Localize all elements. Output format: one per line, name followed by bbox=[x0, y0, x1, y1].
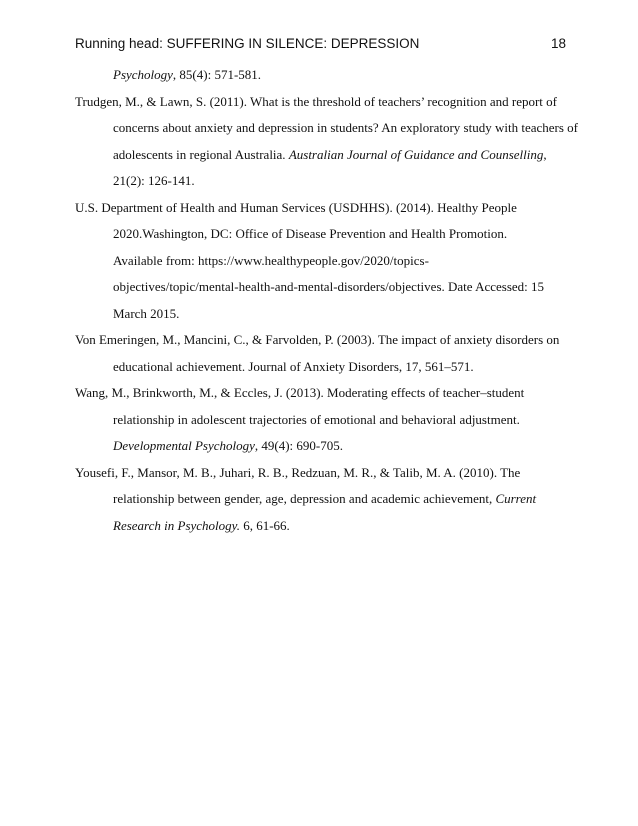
page-header bbox=[75, 36, 566, 51]
reference-line bbox=[75, 248, 566, 275]
reference-line bbox=[75, 115, 578, 142]
reference-line bbox=[75, 486, 566, 513]
running-head: Running head: SUFFERING IN SILENCE: DEPRESSION bbox=[75, 36, 420, 51]
reference-text: concerns about anxiety and depression in students? An exploratory study with teachers of bbox=[113, 120, 578, 135]
reference-line bbox=[75, 195, 566, 222]
reference-line bbox=[75, 301, 566, 328]
italic-text: Current bbox=[495, 491, 537, 506]
italic-text: Developmental Psychology bbox=[113, 438, 255, 453]
reference-entry bbox=[75, 327, 566, 380]
reference-text: Von Emeringen, M., Mancini, C., & Farvolden, P. (2003). The impact of anxiety disorders on bbox=[75, 332, 560, 347]
reference-entry bbox=[75, 460, 566, 540]
reference-line bbox=[75, 89, 566, 116]
reference-line bbox=[75, 433, 566, 460]
reference-text: relationship between gender, age, depression and academic achievement, bbox=[113, 491, 496, 506]
reference-entry bbox=[75, 380, 566, 460]
reference-text: relationship in adolescent trajectories of emotional and behavioral adjustment. bbox=[113, 411, 520, 427]
reference-entry bbox=[75, 195, 566, 328]
reference-text: Wang, M., Brinkworth, M., & Eccles, J. (2013). Moderating effects of teacher–student bbox=[75, 385, 525, 400]
reference-line bbox=[75, 168, 566, 195]
reference-text: Trudgen, M., & Lawn, S. (2011). What is the threshold of teachers’ recognition and report of bbox=[75, 93, 557, 109]
reference-text: objectives/topic/mental-health-and-mental-disorders/objectives. Date Accessed: 15 bbox=[113, 279, 545, 294]
reference-line bbox=[75, 221, 566, 248]
reference-line bbox=[75, 380, 566, 407]
reference-line bbox=[75, 274, 566, 301]
italic-text: Psychology bbox=[113, 67, 173, 82]
reference-line bbox=[75, 513, 566, 540]
reference-text: , bbox=[543, 146, 547, 162]
reference-entry bbox=[75, 62, 566, 89]
reference-text: , 49(4): 690-705. bbox=[254, 438, 343, 453]
reference-line bbox=[75, 62, 566, 89]
reference-line bbox=[75, 407, 566, 434]
reference-text: educational achievement. Journal of Anxiety Disorders, 17, 561–571. bbox=[113, 358, 474, 374]
reference-line bbox=[75, 354, 566, 381]
reference-text: 6, 61-66. bbox=[239, 517, 290, 533]
reference-list bbox=[75, 62, 578, 539]
reference-line bbox=[75, 142, 566, 169]
reference-text: adolescents in regional Australia. bbox=[113, 146, 289, 162]
italic-text: Research in Psychology. bbox=[113, 517, 240, 533]
reference-text: 2020.Washington, DC: Office of Disease Prevention and Health Promotion. bbox=[113, 226, 508, 241]
reference-line bbox=[75, 327, 566, 354]
reference-text: 21(2): 126-141. bbox=[113, 173, 195, 188]
reference-text: U.S. Department of Health and Human Services (USDHHS). (2014). Healthy People bbox=[75, 199, 517, 215]
reference-text: March 2015. bbox=[113, 305, 180, 321]
italic-text: Australian Journal of Guidance and Counselling bbox=[288, 146, 544, 162]
reference-text: , 85(4): 571-581. bbox=[172, 67, 262, 82]
reference-text: Yousefi, F., Mansor, M. B., Juhari, R. B., Redzuan, M. R., & Talib, M. A. (2010). The bbox=[75, 464, 521, 480]
reference-text: Available from: https://www.healthypeople.gov/2020/topics- bbox=[113, 252, 429, 268]
page-number: 18 bbox=[550, 36, 566, 51]
reference-entry bbox=[75, 89, 578, 195]
reference-line bbox=[75, 460, 566, 487]
